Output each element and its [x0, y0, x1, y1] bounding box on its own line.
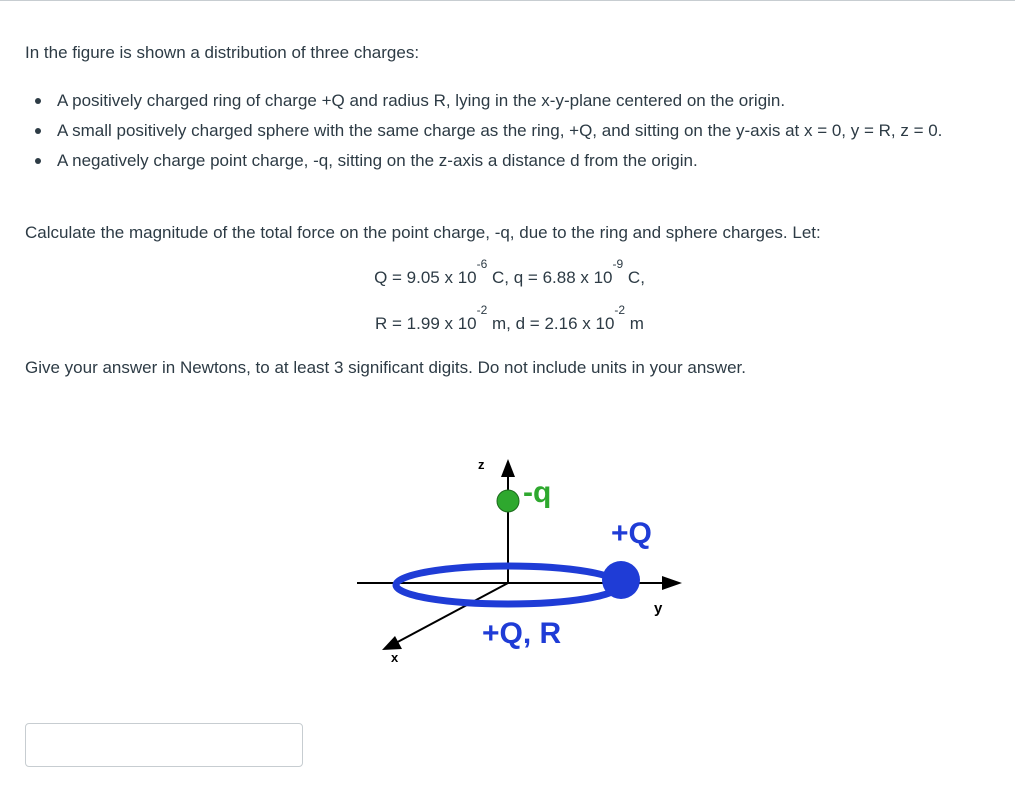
point-charge — [497, 490, 519, 512]
charged-sphere — [602, 561, 640, 599]
z-axis-arrowhead — [501, 459, 515, 477]
given-values-line-1 — [2, 257, 1015, 289]
charge-distribution-figure — [340, 445, 700, 675]
z-axis-label: z — [478, 457, 485, 472]
charge-list — [25, 86, 990, 176]
d-unit-text: m — [625, 314, 644, 333]
question-intro: In the figure is shown a distribution of three charges: — [25, 43, 420, 62]
x-axis-arrowhead — [382, 636, 402, 650]
q-value-text: C, q = 6.88 x 10 — [487, 268, 613, 287]
given-values-line-2 — [2, 303, 1015, 335]
q-exponent: -9 — [612, 257, 624, 271]
R-value-text: R = 1.99 x 10 — [375, 314, 477, 333]
Q-exponent: -6 — [476, 257, 488, 271]
list-item: A negatively charge point charge, -q, sitting on the z-axis a distance d from the origin. — [25, 146, 990, 176]
top-divider — [0, 0, 1015, 1]
list-item: A positively charged ring of charge +Q and radius R, lying in the x-y-plane centered on the origin. — [25, 86, 990, 116]
x-axis-label: x — [391, 650, 399, 665]
R-exponent: -2 — [476, 303, 488, 317]
Q-value-text: Q = 9.05 x 10 — [374, 268, 477, 287]
y-axis-label: y — [654, 600, 663, 617]
y-axis-arrowhead — [662, 576, 682, 590]
d-value-text: m, d = 2.16 x 10 — [487, 314, 615, 333]
point-charge-label: -q — [523, 476, 552, 509]
calculate-instruction: Calculate the magnitude of the total force on the point charge, -q, due to the ring and sphere charges. Let: — [25, 223, 821, 242]
answer-instruction: Give your answer in Newtons, to at least 3 significant digits. Do not include units in your answer. — [25, 358, 746, 377]
q-unit-text: C, — [623, 268, 645, 287]
d-exponent: -2 — [614, 303, 626, 317]
list-item: A small positively charged sphere with the same charge as the ring, +Q, and sitting on the y-axis at x = 0, y = R, z = 0. — [25, 116, 990, 146]
ring-label: +Q, R — [482, 617, 562, 650]
sphere-label: +Q — [611, 517, 652, 550]
answer-input[interactable] — [25, 723, 303, 767]
